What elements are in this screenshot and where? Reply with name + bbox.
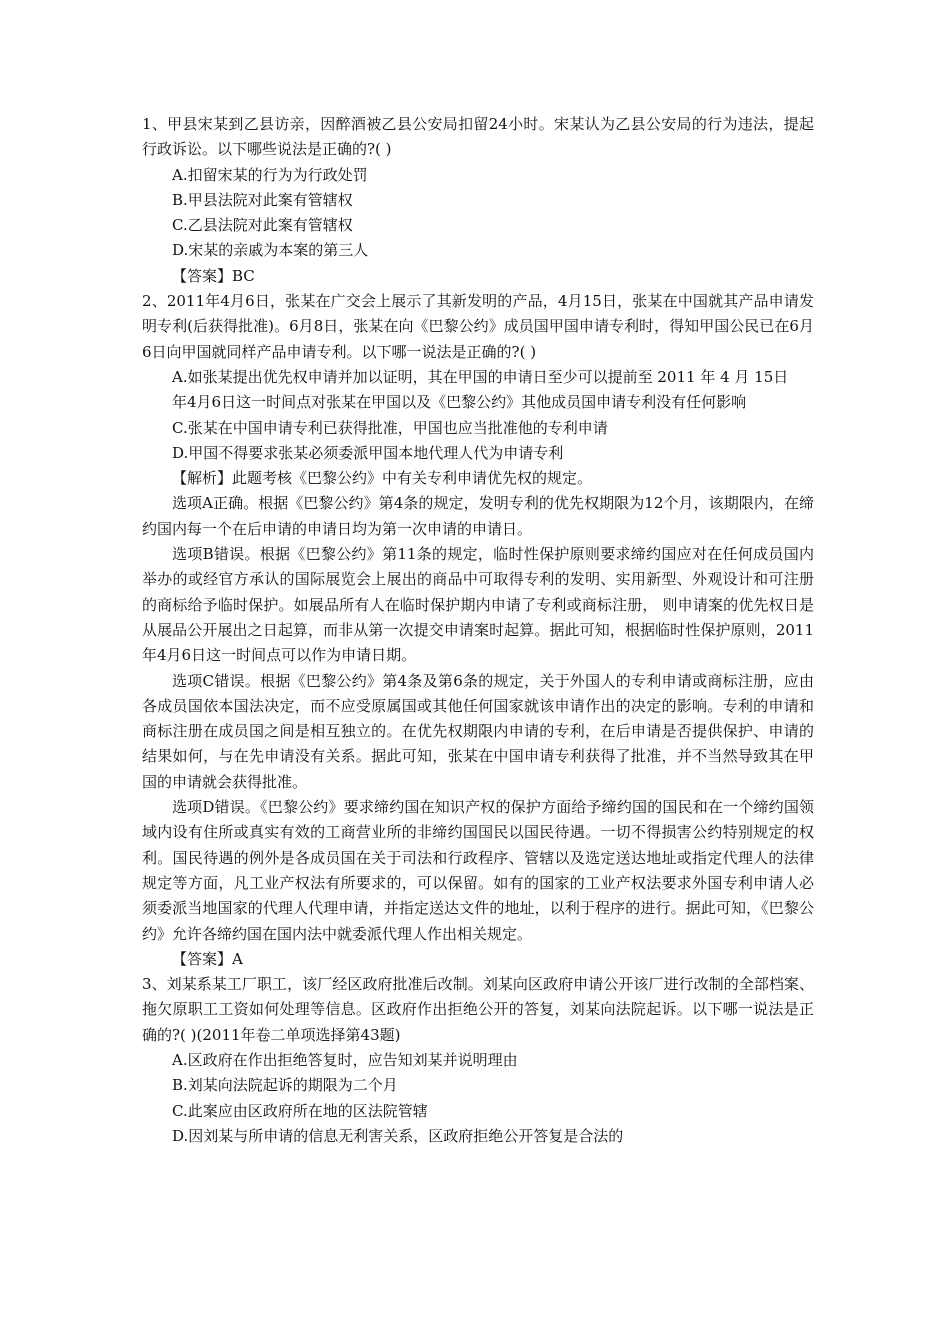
q2-explain-a: 选项A正确。根据《巴黎公约》第4条的规定，发明专利的优先权期限为12个月，该期限内，在缔约国内每一个在后申请的申请日均为第一次申请的申请日。 bbox=[142, 494, 814, 538]
document-page bbox=[142, 112, 814, 1149]
q3-stem: 3、刘某系某工厂职工，该厂经区政府批准后改制。刘某向区政府申请公开该厂进行改制的全部档案、拖欠原职工工资如何处理等信息。区政府作出拒绝公开的答复，刘某向法院起诉。以下哪一说法是正确的?( )(2011年卷二单项选择第43题) bbox=[142, 975, 814, 1044]
q1-answer: 【答案】BC bbox=[172, 266, 255, 285]
q2-stem: 2、2011年4月6日，张某在广交会上展示了其新发明的产品，4月15日，张某在中国就其产品申请发明专利(后获得批准)。6月8日，张某在向《巴黎公约》成员国甲国申请专利时，得知甲国公民已在6月6日向甲国就同样产品申请专利。以下哪一说法是正确的?( ) bbox=[142, 292, 814, 361]
q2-explain-c: 选项C错误。根据《巴黎公约》第4条及第6条的规定，关于外国人的专利申请或商标注册，应由各成员国依本国法决定，而不应受原属国或其他任何国家就该申请作出的决定的影响。专利的申请和商标注册在成员国之间是相互独立的。在优先权期限内申请的专利，在后申请是否提供保护、申请的结果如何，与在先申请没有关系。据此可知，张某在中国申请专利获得了批准，并不当然导致其在甲国的申请就会获得批准。 bbox=[142, 671, 814, 791]
q2-option-a: A.如张某提出优先权申请并加以证明，其在甲国的申请日至少可以提前至 2011 年 4 月 15日 bbox=[172, 367, 789, 386]
q1-option-d: D.宋某的亲戚为本案的第三人 bbox=[172, 241, 369, 260]
q2-option-d: D.甲国不得要求张某必须委派甲国本地代理人代为申请专利 bbox=[172, 443, 564, 462]
q1-option-c: C.乙县法院对此案有管辖权 bbox=[172, 216, 353, 235]
q3-option-a: A.区政府在作出拒绝答复时，应告知刘某并说明理由 bbox=[172, 1050, 518, 1069]
q2-option-c: C.张某在中国申请专利已获得批准，甲国也应当批准他的专利申请 bbox=[172, 418, 608, 437]
q3-option-b: B.刘某向法院起诉的期限为二个月 bbox=[172, 1076, 398, 1095]
q2-explain-b: 选项B错误。根据《巴黎公约》第11条的规定，临时性保护原则要求缔约国应对在任何成员国内举办的或经官方承认的国际展览会上展出的商品中可取得专利的发明、实用新型、外观设计和可注册的商标给予临时保护。如展品所有人在临时保护期内申请了专利或商标注册， 则申请案的优先权日是从展品公开展出之日起算，而非从第一次提交申请案时起算。据此可知，根据临时性保护原则，2011年4月6日这一时间点可以作为申请日期。 bbox=[142, 545, 814, 665]
q2-option-b-fragment: 年4月6日这一时间点对张某在甲国以及《巴黎公约》其他成员国申请专利没有任何影响 bbox=[172, 393, 747, 412]
q2-explain-d: 选项D错误。《巴黎公约》要求缔约国在知识产权的保护方面给予缔约国的国民和在一个缔约国领域内设有住所或真实有效的工商营业所的非缔约国国民以国民待遇。一切不得损害公约特别规定的权利。国民待遇的例外是各成员国在关于司法和行政程序、管辖以及选定送达地址或指定代理人的法律规定等方面，凡工业产权法有所要求的，可以保留。如有的国家的工业产权法要求外国专利申请人必须委派当地国家的代理人代理申请，并指定送达文件的地址，以利于程序的进行。据此可知，《巴黎公约》允许各缔约国在国内法中就委派代理人作出相关规定。 bbox=[142, 798, 814, 943]
q1-option-b: B.甲县法院对此案有管辖权 bbox=[172, 190, 353, 209]
q2-analysis: 【解析】此题考核《巴黎公约》中有关专利申请优先权的规定。 bbox=[172, 469, 593, 488]
q3-option-c: C.此案应由区政府所在地的区法院管辖 bbox=[172, 1101, 428, 1120]
q3-option-d: D.因刘某与所申请的信息无利害关系，区政府拒绝公开答复是合法的 bbox=[172, 1126, 624, 1145]
q1-option-a: A.扣留宋某的行为为行政处罚 bbox=[172, 165, 368, 184]
q2-answer: 【答案】A bbox=[172, 949, 243, 968]
q1-stem: 1、甲县宋某到乙县访亲，因醉酒被乙县公安局扣留24小时。宋某认为乙县公安局的行为违法，提起行政诉讼。以下哪些说法是正确的?( ) bbox=[142, 115, 814, 159]
